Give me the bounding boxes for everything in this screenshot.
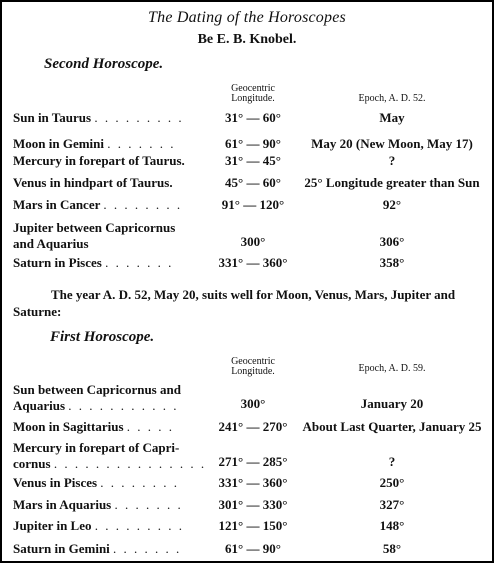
epoch-value: May [379, 110, 405, 125]
table-row [2, 497, 492, 515]
geocentric-longitude: 91° — 120° [221, 197, 285, 212]
table-row [2, 153, 492, 171]
body-label: Venus in hindpart of Taurus. [13, 175, 173, 190]
second-geocentric-header: Geocentric Longitude. [231, 83, 275, 104]
epoch-value: 306° [379, 234, 405, 249]
geocentric-longitude: 121° — 150° [218, 518, 288, 533]
table-row [2, 136, 492, 154]
dot-leaders: . . . . . . . [113, 541, 182, 556]
table-row [2, 518, 492, 536]
epoch-value: About Last Quarter, January 25 [302, 419, 482, 434]
body-label: Venus in Pisces . . . . . . . . [13, 475, 180, 490]
geocentric-longitude: 300° [240, 234, 266, 249]
body-label: Mars in Cancer . . . . . . . . [13, 197, 183, 212]
table-row [2, 475, 492, 493]
first-geocentric-header: Geocentric Longitude. [231, 356, 275, 377]
epoch-value: 250° [379, 475, 405, 490]
dot-leaders: . . . . . . . . . [94, 110, 184, 125]
author-line: Be E. B. Knobel. [197, 32, 297, 47]
body-label: Moon in Sagittarius . . . . . [13, 419, 175, 434]
first-horoscope-heading: First Horoscope. [50, 329, 155, 345]
epoch-value: 358° [379, 255, 405, 270]
second-horoscope-heading: Second Horoscope. [44, 56, 164, 72]
geocentric-longitude: 241° — 270° [218, 419, 288, 434]
epoch-value: January 20 [360, 396, 424, 411]
geocentric-longitude: 31° — 60° [225, 110, 281, 125]
second-horoscope-note: The year A. D. 52, May 20, suits well for Moon, Venus, Mars, Jupiter and Saturne: [13, 287, 456, 319]
dot-leaders: . . . . . . . . [103, 197, 183, 212]
dot-leaders: . . . . . . . . . . . [68, 398, 179, 413]
table-row [2, 197, 492, 215]
epoch-value: 92° [382, 197, 402, 212]
geocentric-longitude: 61° — 90° [225, 541, 281, 556]
body-label: Mercury in forepart of Taurus. [13, 153, 185, 168]
epoch-value: 327° [379, 497, 405, 512]
body-label: Sun in Taurus . . . . . . . . . [13, 110, 184, 125]
table-row [2, 220, 492, 252]
dot-leaders: . . . . . [126, 419, 175, 434]
body-label: Jupiter in Leo . . . . . . . . . [13, 518, 184, 533]
body-label: Mercury in forepart of Capri- cornus . . . . . . . . . . . . . . . [13, 440, 207, 471]
second-epoch-header: Epoch, A. D. 52. [358, 93, 426, 104]
geocentric-longitude: 300° [240, 396, 266, 411]
dot-leaders: . . . . . . . [107, 136, 176, 151]
first-epoch-header: Epoch, A. D. 59. [358, 363, 426, 374]
table-row [2, 110, 492, 128]
body-label: Saturn in Gemini . . . . . . . [13, 541, 182, 556]
geocentric-longitude: 331° — 360° [218, 255, 288, 270]
geocentric-longitude: 31° — 45° [225, 153, 281, 168]
body-label: Jupiter between Capricornus and Aquarius [13, 220, 176, 251]
epoch-value: ? [388, 454, 396, 469]
epoch-value: 58° [382, 541, 402, 556]
table-row [2, 382, 492, 414]
epoch-value: 148° [379, 518, 405, 533]
table-row [2, 175, 492, 193]
dot-leaders: . . . . . . . . . [94, 518, 184, 533]
geocentric-longitude: 331° — 360° [218, 475, 288, 490]
table-row [2, 419, 492, 437]
table-row [2, 440, 492, 472]
dot-leaders: . . . . . . . . [100, 475, 180, 490]
document-title: The Dating of the Horoscopes [148, 9, 346, 26]
epoch-value: 25° Longitude greater than Sun [304, 175, 480, 190]
dot-leaders: . . . . . . . [114, 497, 183, 512]
dot-leaders: . . . . . . . [105, 255, 174, 270]
body-label: Saturn in Pisces . . . . . . . [13, 255, 174, 270]
geocentric-longitude: 45° — 60° [225, 175, 281, 190]
body-label: Sun between Capricornus and Aquarius . . . . . . . . . . . [13, 382, 181, 413]
body-label: Moon in Gemini . . . . . . . [13, 136, 176, 151]
table-row [2, 255, 492, 273]
epoch-value: ? [388, 153, 396, 168]
table-row [2, 541, 492, 559]
geocentric-longitude: 271° — 285° [218, 454, 288, 469]
geocentric-longitude: 61° — 90° [225, 136, 281, 151]
body-label: Mars in Aquarius . . . . . . . [13, 497, 183, 512]
epoch-value: May 20 (New Moon, May 17) [311, 136, 473, 151]
dot-leaders: . . . . . . . . . . . . . . . [53, 456, 207, 471]
geocentric-longitude: 301° — 330° [218, 497, 288, 512]
